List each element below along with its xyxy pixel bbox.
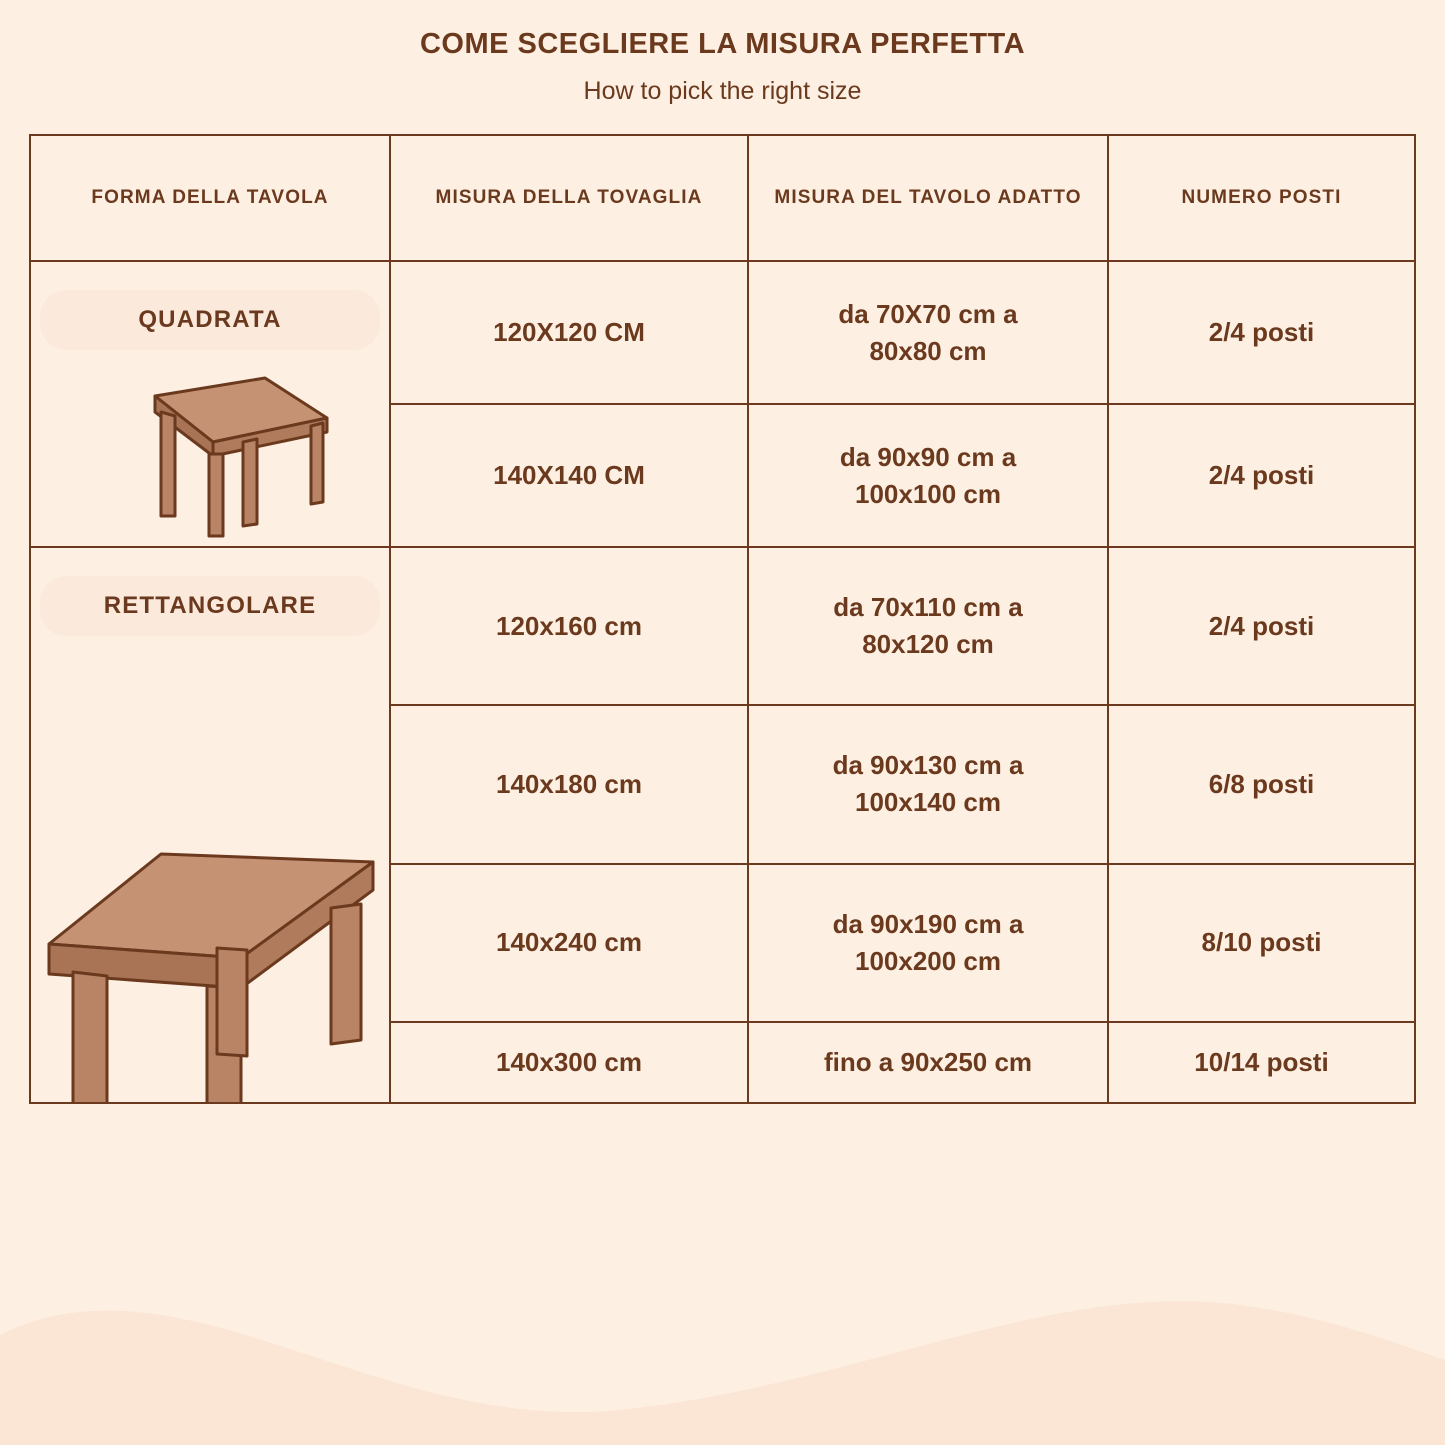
square-table-icon (85, 356, 335, 546)
cell-table-size-line1: da 90x130 cm a (832, 750, 1024, 781)
cell-tablecloth: 140x300 cm (390, 1022, 748, 1103)
table-header-row (30, 135, 1415, 261)
cell-table-size (748, 261, 1108, 404)
cell-table-size (748, 864, 1108, 1022)
cell-table-size-line2: 100x140 cm (854, 787, 1002, 818)
cell-tablecloth: 140x180 cm (390, 705, 748, 863)
shape-cell-square (30, 261, 390, 547)
cell-table-size (748, 705, 1108, 863)
page-title: COME SCEGLIERE LA MISURA PERFETTA (419, 28, 1026, 60)
cell-seats: 6/8 posti (1108, 705, 1415, 863)
cell-table-size (748, 547, 1108, 705)
cell-seats: 2/4 posti (1108, 261, 1415, 404)
shape-badge-square: QUADRATA (40, 290, 380, 350)
cell-table-size-line1: fino a 90x250 cm (823, 1046, 1033, 1077)
rectangular-table-icon (31, 672, 383, 1102)
cell-tablecloth: 140x240 cm (390, 864, 748, 1022)
cell-tablecloth: 120X120 CM (390, 261, 748, 404)
shape-cell-rectangular (30, 547, 390, 1103)
cell-table-size (748, 404, 1108, 547)
cell-table-size-line1: da 70x110 cm a (833, 592, 1023, 623)
shape-badge-rectangular: RETTANGOLARE (40, 576, 380, 636)
page-subtitle: How to pick the right size (583, 77, 862, 105)
cell-table-size-line2: 100x200 cm (854, 945, 1002, 976)
cell-table-size-line1: da 70X70 cm a (838, 298, 1018, 329)
size-table (29, 134, 1416, 1104)
column-header-shape: FORMA DELLA TAVOLA (30, 135, 390, 261)
cell-tablecloth: 140X140 CM (390, 404, 748, 547)
column-header-tablecloth: MISURA DELLA TOVAGLIA (390, 135, 748, 261)
cell-table-size (748, 1022, 1108, 1103)
cell-table-size-line1: da 90x90 cm a (839, 441, 1017, 472)
column-header-table-size: MISURA DEL TAVOLO ADATTO (748, 135, 1108, 261)
cell-tablecloth: 120x160 cm (390, 547, 748, 705)
header (0, 0, 1445, 106)
cell-seats: 8/10 posti (1108, 864, 1415, 1022)
size-table-container (0, 134, 1445, 1104)
cell-table-size-line1: da 90x190 cm a (832, 908, 1024, 939)
column-header-seats: NUMERO POSTI (1108, 135, 1415, 261)
decorative-wave (0, 1185, 1445, 1445)
table-row (30, 547, 1415, 705)
cell-seats: 10/14 posti (1108, 1022, 1415, 1103)
cell-seats: 2/4 posti (1108, 404, 1415, 547)
table-row (30, 261, 1415, 404)
cell-table-size-line2: 100x100 cm (854, 478, 1002, 509)
cell-seats: 2/4 posti (1108, 547, 1415, 705)
cell-table-size-line2: 80x80 cm (869, 335, 987, 366)
cell-table-size-line2: 80x120 cm (862, 629, 994, 660)
